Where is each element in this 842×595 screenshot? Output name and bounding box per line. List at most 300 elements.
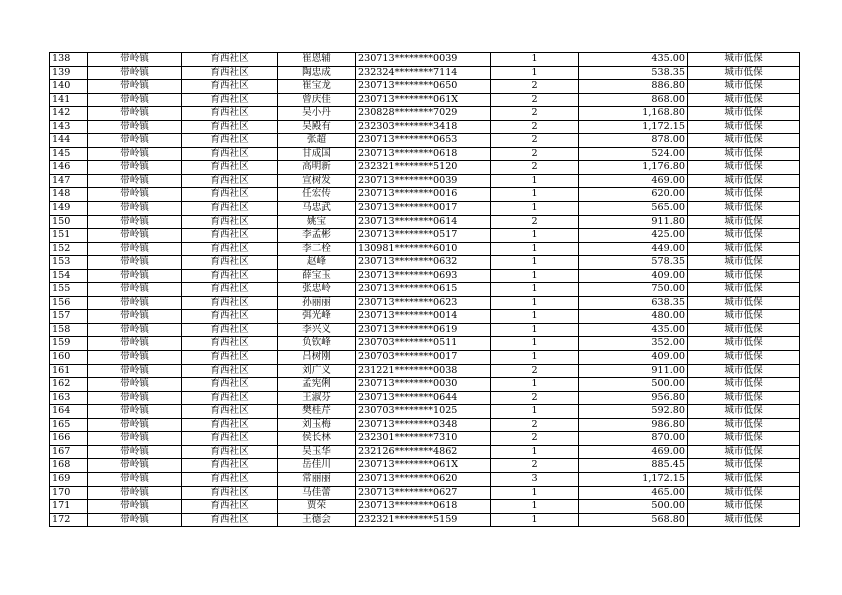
household-count-cell: 1 xyxy=(491,405,579,419)
id-number-cell: 230713********0615 xyxy=(356,283,491,297)
household-count-cell: 2 xyxy=(491,391,579,405)
household-count-cell: 1 xyxy=(491,229,579,243)
assistance-type-cell: 城市低保 xyxy=(688,513,800,527)
assistance-type-cell: 城市低保 xyxy=(688,229,800,243)
row-number: 147 xyxy=(50,174,88,188)
assistance-type-cell: 城市低保 xyxy=(688,486,800,500)
town-cell: 带岭镇 xyxy=(88,486,182,500)
amount-cell: 524.00 xyxy=(579,147,688,161)
id-number-cell: 130981********6010 xyxy=(356,242,491,256)
community-cell: 育西社区 xyxy=(182,445,278,459)
community-cell: 育西社区 xyxy=(182,269,278,283)
id-number-cell: 230713********0620 xyxy=(356,472,491,486)
id-number-cell: 230713********0632 xyxy=(356,256,491,270)
amount-cell: 986.80 xyxy=(579,418,688,432)
household-count-cell: 1 xyxy=(491,202,579,216)
row-number: 167 xyxy=(50,445,88,459)
town-cell: 带岭镇 xyxy=(88,242,182,256)
town-cell: 带岭镇 xyxy=(88,256,182,270)
amount-cell: 578.35 xyxy=(579,256,688,270)
assistance-type-cell: 城市低保 xyxy=(688,378,800,392)
name-cell: 贾荣 xyxy=(278,500,356,514)
row-number: 158 xyxy=(50,323,88,337)
table-row xyxy=(50,134,800,148)
amount-cell: 911.00 xyxy=(579,364,688,378)
amount-cell: 1,176.80 xyxy=(579,161,688,175)
community-cell: 育西社区 xyxy=(182,337,278,351)
amount-cell: 620.00 xyxy=(579,188,688,202)
household-count-cell: 2 xyxy=(491,147,579,161)
id-number-cell: 230713********0693 xyxy=(356,269,491,283)
household-count-cell: 1 xyxy=(491,378,579,392)
community-cell: 育西社区 xyxy=(182,513,278,527)
household-count-cell: 1 xyxy=(491,323,579,337)
table-row xyxy=(50,418,800,432)
row-number: 144 xyxy=(50,134,88,148)
community-cell: 育西社区 xyxy=(182,93,278,107)
table-row xyxy=(50,202,800,216)
assistance-type-cell: 城市低保 xyxy=(688,310,800,324)
community-cell: 育西社区 xyxy=(182,202,278,216)
assistance-type-cell: 城市低保 xyxy=(688,147,800,161)
community-cell: 育西社区 xyxy=(182,53,278,67)
name-cell: 崔恩辅 xyxy=(278,53,356,67)
community-cell: 育西社区 xyxy=(182,188,278,202)
town-cell: 带岭镇 xyxy=(88,513,182,527)
table-row xyxy=(50,229,800,243)
amount-cell: 956.80 xyxy=(579,391,688,405)
town-cell: 带岭镇 xyxy=(88,337,182,351)
name-cell: 孙丽丽 xyxy=(278,296,356,310)
name-cell: 曾庆佳 xyxy=(278,93,356,107)
household-count-cell: 1 xyxy=(491,256,579,270)
id-number-cell: 232303********3418 xyxy=(356,120,491,134)
assistance-type-cell: 城市低保 xyxy=(688,53,800,67)
community-cell: 育西社区 xyxy=(182,296,278,310)
town-cell: 带岭镇 xyxy=(88,120,182,134)
community-cell: 育西社区 xyxy=(182,80,278,94)
row-number: 169 xyxy=(50,472,88,486)
table-row xyxy=(50,500,800,514)
row-number: 148 xyxy=(50,188,88,202)
town-cell: 带岭镇 xyxy=(88,391,182,405)
row-number: 170 xyxy=(50,486,88,500)
household-count-cell: 1 xyxy=(491,310,579,324)
amount-cell: 449.00 xyxy=(579,242,688,256)
amount-cell: 1,172.15 xyxy=(579,120,688,134)
table-row xyxy=(50,174,800,188)
table-row xyxy=(50,405,800,419)
household-count-cell: 1 xyxy=(491,445,579,459)
town-cell: 带岭镇 xyxy=(88,202,182,216)
amount-cell: 500.00 xyxy=(579,500,688,514)
id-number-cell: 230713********0627 xyxy=(356,486,491,500)
community-cell: 育西社区 xyxy=(182,134,278,148)
row-number: 172 xyxy=(50,513,88,527)
name-cell: 姚宝 xyxy=(278,215,356,229)
table-row xyxy=(50,486,800,500)
amount-cell: 911.80 xyxy=(579,215,688,229)
amount-cell: 638.35 xyxy=(579,296,688,310)
town-cell: 带岭镇 xyxy=(88,472,182,486)
assistance-type-cell: 城市低保 xyxy=(688,445,800,459)
row-number: 141 xyxy=(50,93,88,107)
household-count-cell: 1 xyxy=(491,174,579,188)
assistance-type-cell: 城市低保 xyxy=(688,161,800,175)
row-number: 161 xyxy=(50,364,88,378)
household-count-cell: 2 xyxy=(491,120,579,134)
community-cell: 育西社区 xyxy=(182,459,278,473)
name-cell: 弭光峰 xyxy=(278,310,356,324)
town-cell: 带岭镇 xyxy=(88,364,182,378)
table-row xyxy=(50,66,800,80)
community-cell: 育西社区 xyxy=(182,418,278,432)
row-number: 164 xyxy=(50,405,88,419)
row-number: 143 xyxy=(50,120,88,134)
amount-cell: 565.00 xyxy=(579,202,688,216)
table-row xyxy=(50,364,800,378)
community-cell: 育西社区 xyxy=(182,500,278,514)
household-count-cell: 2 xyxy=(491,134,579,148)
table-row xyxy=(50,296,800,310)
id-number-cell: 230703********0017 xyxy=(356,351,491,365)
table-row xyxy=(50,107,800,121)
name-cell: 陶忠成 xyxy=(278,66,356,80)
amount-cell: 592.80 xyxy=(579,405,688,419)
assistance-type-cell: 城市低保 xyxy=(688,269,800,283)
name-cell: 吴殿有 xyxy=(278,120,356,134)
name-cell: 吴小丹 xyxy=(278,107,356,121)
row-number: 151 xyxy=(50,229,88,243)
id-number-cell: 230703********0511 xyxy=(356,337,491,351)
table-row xyxy=(50,80,800,94)
name-cell: 常丽丽 xyxy=(278,472,356,486)
row-number: 160 xyxy=(50,351,88,365)
town-cell: 带岭镇 xyxy=(88,459,182,473)
id-number-cell: 230828********7029 xyxy=(356,107,491,121)
id-number-cell: 232321********5120 xyxy=(356,161,491,175)
household-count-cell: 1 xyxy=(491,283,579,297)
town-cell: 带岭镇 xyxy=(88,351,182,365)
row-number: 166 xyxy=(50,432,88,446)
id-number-cell: 230713********0644 xyxy=(356,391,491,405)
town-cell: 带岭镇 xyxy=(88,134,182,148)
assistance-type-cell: 城市低保 xyxy=(688,323,800,337)
row-number: 150 xyxy=(50,215,88,229)
community-cell: 育西社区 xyxy=(182,120,278,134)
id-number-cell: 232301********7310 xyxy=(356,432,491,446)
community-cell: 育西社区 xyxy=(182,323,278,337)
household-count-cell: 2 xyxy=(491,364,579,378)
id-number-cell: 230713********061X xyxy=(356,93,491,107)
town-cell: 带岭镇 xyxy=(88,405,182,419)
row-number: 145 xyxy=(50,147,88,161)
amount-cell: 465.00 xyxy=(579,486,688,500)
amount-cell: 409.00 xyxy=(579,351,688,365)
name-cell: 孟宪俐 xyxy=(278,378,356,392)
row-number: 156 xyxy=(50,296,88,310)
amount-cell: 435.00 xyxy=(579,323,688,337)
row-number: 153 xyxy=(50,256,88,270)
assistance-type-cell: 城市低保 xyxy=(688,188,800,202)
amount-cell: 425.00 xyxy=(579,229,688,243)
household-count-cell: 2 xyxy=(491,418,579,432)
id-number-cell: 231221********0038 xyxy=(356,364,491,378)
assistance-type-cell: 城市低保 xyxy=(688,364,800,378)
row-number: 140 xyxy=(50,80,88,94)
amount-cell: 886.80 xyxy=(579,80,688,94)
table-row xyxy=(50,188,800,202)
household-count-cell: 2 xyxy=(491,80,579,94)
amount-cell: 870.00 xyxy=(579,432,688,446)
name-cell: 张超 xyxy=(278,134,356,148)
town-cell: 带岭镇 xyxy=(88,107,182,121)
name-cell: 岳佳川 xyxy=(278,459,356,473)
town-cell: 带岭镇 xyxy=(88,500,182,514)
id-number-cell: 230713********0348 xyxy=(356,418,491,432)
row-number: 142 xyxy=(50,107,88,121)
town-cell: 带岭镇 xyxy=(88,80,182,94)
table-row xyxy=(50,472,800,486)
name-cell: 高明新 xyxy=(278,161,356,175)
id-number-cell: 230713********0653 xyxy=(356,134,491,148)
community-cell: 育西社区 xyxy=(182,364,278,378)
id-number-cell: 230713********0618 xyxy=(356,500,491,514)
row-number: 157 xyxy=(50,310,88,324)
household-count-cell: 2 xyxy=(491,161,579,175)
community-cell: 育西社区 xyxy=(182,161,278,175)
assistance-type-cell: 城市低保 xyxy=(688,93,800,107)
assistance-type-cell: 城市低保 xyxy=(688,120,800,134)
assistance-type-cell: 城市低保 xyxy=(688,432,800,446)
community-cell: 育西社区 xyxy=(182,242,278,256)
name-cell: 侯长林 xyxy=(278,432,356,446)
name-cell: 李孟彬 xyxy=(278,229,356,243)
amount-cell: 469.00 xyxy=(579,445,688,459)
assistance-type-cell: 城市低保 xyxy=(688,242,800,256)
row-number: 152 xyxy=(50,242,88,256)
household-count-cell: 1 xyxy=(491,188,579,202)
table-row xyxy=(50,351,800,365)
household-count-cell: 1 xyxy=(491,486,579,500)
id-number-cell: 230713********061X xyxy=(356,459,491,473)
row-number: 154 xyxy=(50,269,88,283)
assistance-type-cell: 城市低保 xyxy=(688,134,800,148)
row-number: 138 xyxy=(50,53,88,67)
town-cell: 带岭镇 xyxy=(88,215,182,229)
town-cell: 带岭镇 xyxy=(88,66,182,80)
amount-cell: 538.35 xyxy=(579,66,688,80)
assistance-type-cell: 城市低保 xyxy=(688,80,800,94)
town-cell: 带岭镇 xyxy=(88,229,182,243)
amount-cell: 469.00 xyxy=(579,174,688,188)
household-count-cell: 2 xyxy=(491,432,579,446)
row-number: 171 xyxy=(50,500,88,514)
name-cell: 负钦峰 xyxy=(278,337,356,351)
name-cell: 刘玉梅 xyxy=(278,418,356,432)
community-cell: 育西社区 xyxy=(182,215,278,229)
id-number-cell: 230713********0650 xyxy=(356,80,491,94)
name-cell: 王德会 xyxy=(278,513,356,527)
row-number: 163 xyxy=(50,391,88,405)
amount-cell: 878.00 xyxy=(579,134,688,148)
id-number-cell: 230713********0017 xyxy=(356,202,491,216)
amount-cell: 409.00 xyxy=(579,269,688,283)
table-row xyxy=(50,459,800,473)
community-cell: 育西社区 xyxy=(182,472,278,486)
id-number-cell: 230713********0030 xyxy=(356,378,491,392)
name-cell: 薛宝玉 xyxy=(278,269,356,283)
table-row xyxy=(50,269,800,283)
community-cell: 育西社区 xyxy=(182,147,278,161)
name-cell: 宣树发 xyxy=(278,174,356,188)
town-cell: 带岭镇 xyxy=(88,93,182,107)
name-cell: 崔宝龙 xyxy=(278,80,356,94)
amount-cell: 568.80 xyxy=(579,513,688,527)
assistance-type-cell: 城市低保 xyxy=(688,296,800,310)
table-row xyxy=(50,323,800,337)
community-cell: 育西社区 xyxy=(182,378,278,392)
household-count-cell: 1 xyxy=(491,513,579,527)
id-number-cell: 230713********0517 xyxy=(356,229,491,243)
id-number-cell: 230703********1025 xyxy=(356,405,491,419)
community-cell: 育西社区 xyxy=(182,229,278,243)
assistance-type-cell: 城市低保 xyxy=(688,405,800,419)
household-count-cell: 3 xyxy=(491,472,579,486)
row-number: 168 xyxy=(50,459,88,473)
community-cell: 育西社区 xyxy=(182,107,278,121)
assistance-type-cell: 城市低保 xyxy=(688,174,800,188)
household-count-cell: 1 xyxy=(491,351,579,365)
name-cell: 任宏传 xyxy=(278,188,356,202)
assistance-type-cell: 城市低保 xyxy=(688,337,800,351)
assistance-type-cell: 城市低保 xyxy=(688,107,800,121)
household-count-cell: 2 xyxy=(491,459,579,473)
table-body xyxy=(50,53,800,527)
name-cell: 王淑芬 xyxy=(278,391,356,405)
name-cell: 马佳蕾 xyxy=(278,486,356,500)
table-row xyxy=(50,445,800,459)
community-cell: 育西社区 xyxy=(182,432,278,446)
household-count-cell: 1 xyxy=(491,337,579,351)
id-number-cell: 230713********0623 xyxy=(356,296,491,310)
table-row xyxy=(50,310,800,324)
id-number-cell: 232126********4862 xyxy=(356,445,491,459)
assistance-type-cell: 城市低保 xyxy=(688,391,800,405)
town-cell: 带岭镇 xyxy=(88,283,182,297)
name-cell: 李兴义 xyxy=(278,323,356,337)
household-count-cell: 2 xyxy=(491,93,579,107)
household-count-cell: 1 xyxy=(491,500,579,514)
amount-cell: 885.45 xyxy=(579,459,688,473)
town-cell: 带岭镇 xyxy=(88,418,182,432)
id-number-cell: 230713********0016 xyxy=(356,188,491,202)
row-number: 149 xyxy=(50,202,88,216)
row-number: 146 xyxy=(50,161,88,175)
id-number-cell: 230713********0039 xyxy=(356,53,491,67)
town-cell: 带岭镇 xyxy=(88,378,182,392)
town-cell: 带岭镇 xyxy=(88,269,182,283)
assistance-type-cell: 城市低保 xyxy=(688,202,800,216)
name-cell: 赵峰 xyxy=(278,256,356,270)
name-cell: 樊桂芹 xyxy=(278,405,356,419)
assistance-type-cell: 城市低保 xyxy=(688,500,800,514)
amount-cell: 868.00 xyxy=(579,93,688,107)
table-row xyxy=(50,242,800,256)
table-row xyxy=(50,513,800,527)
community-cell: 育西社区 xyxy=(182,174,278,188)
town-cell: 带岭镇 xyxy=(88,323,182,337)
assistance-type-cell: 城市低保 xyxy=(688,459,800,473)
table-row xyxy=(50,161,800,175)
table-row xyxy=(50,337,800,351)
table-row xyxy=(50,256,800,270)
id-number-cell: 230713********0014 xyxy=(356,310,491,324)
amount-cell: 500.00 xyxy=(579,378,688,392)
name-cell: 马忠武 xyxy=(278,202,356,216)
id-number-cell: 232321********5159 xyxy=(356,513,491,527)
id-number-cell: 230713********0614 xyxy=(356,215,491,229)
household-count-cell: 2 xyxy=(491,215,579,229)
assistance-type-cell: 城市低保 xyxy=(688,256,800,270)
assistance-type-cell: 城市低保 xyxy=(688,351,800,365)
household-count-cell: 2 xyxy=(491,107,579,121)
community-cell: 育西社区 xyxy=(182,66,278,80)
name-cell: 张忠岭 xyxy=(278,283,356,297)
assistance-type-cell: 城市低保 xyxy=(688,472,800,486)
community-cell: 育西社区 xyxy=(182,486,278,500)
table-row xyxy=(50,432,800,446)
table-row xyxy=(50,215,800,229)
id-number-cell: 230713********0618 xyxy=(356,147,491,161)
town-cell: 带岭镇 xyxy=(88,147,182,161)
id-number-cell: 230713********0039 xyxy=(356,174,491,188)
household-count-cell: 1 xyxy=(491,269,579,283)
amount-cell: 435.00 xyxy=(579,53,688,67)
name-cell: 李二栓 xyxy=(278,242,356,256)
id-number-cell: 232324********7114 xyxy=(356,66,491,80)
assistance-type-cell: 城市低保 xyxy=(688,418,800,432)
community-cell: 育西社区 xyxy=(182,391,278,405)
assistance-type-cell: 城市低保 xyxy=(688,66,800,80)
table-row xyxy=(50,391,800,405)
name-cell: 甘成国 xyxy=(278,147,356,161)
amount-cell: 480.00 xyxy=(579,310,688,324)
table-row xyxy=(50,147,800,161)
row-number: 155 xyxy=(50,283,88,297)
community-cell: 育西社区 xyxy=(182,310,278,324)
household-count-cell: 1 xyxy=(491,242,579,256)
town-cell: 带岭镇 xyxy=(88,296,182,310)
town-cell: 带岭镇 xyxy=(88,310,182,324)
town-cell: 带岭镇 xyxy=(88,445,182,459)
community-cell: 育西社区 xyxy=(182,256,278,270)
row-number: 159 xyxy=(50,337,88,351)
town-cell: 带岭镇 xyxy=(88,161,182,175)
row-number: 162 xyxy=(50,378,88,392)
town-cell: 带岭镇 xyxy=(88,174,182,188)
household-count-cell: 1 xyxy=(491,66,579,80)
assistance-type-cell: 城市低保 xyxy=(688,215,800,229)
household-count-cell: 1 xyxy=(491,296,579,310)
table-row xyxy=(50,378,800,392)
community-cell: 育西社区 xyxy=(182,283,278,297)
table-row xyxy=(50,53,800,67)
name-cell: 吴玉华 xyxy=(278,445,356,459)
id-number-cell: 230713********0619 xyxy=(356,323,491,337)
amount-cell: 1,172.15 xyxy=(579,472,688,486)
name-cell: 吕树刚 xyxy=(278,351,356,365)
